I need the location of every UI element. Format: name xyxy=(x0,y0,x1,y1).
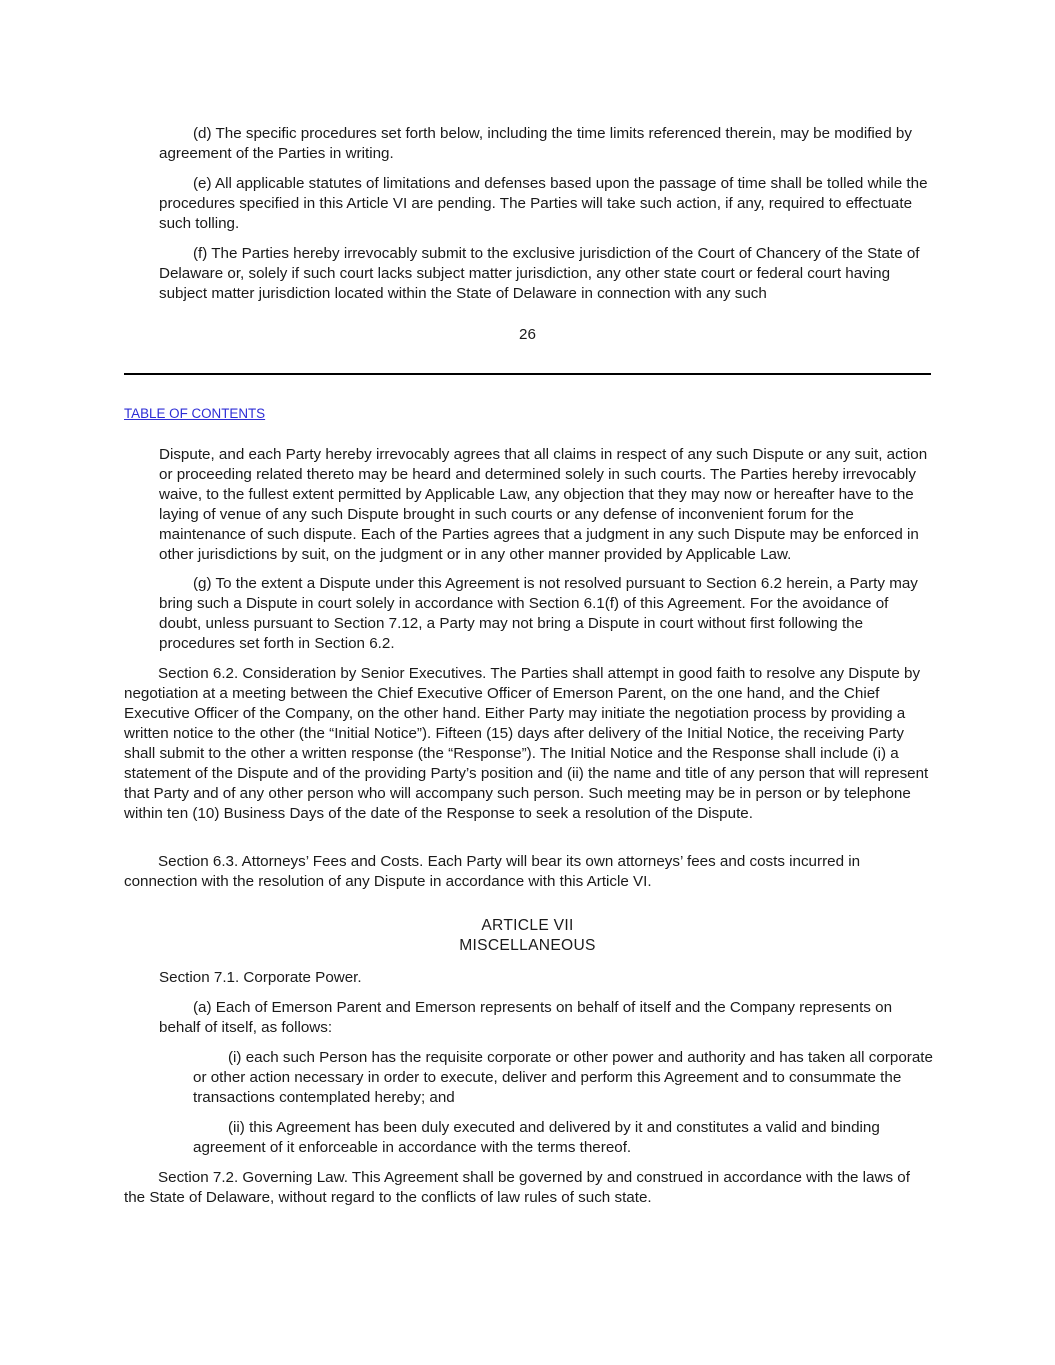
section-7-2: Section 7.2. Governing Law. This Agreement shall be governed by and construed in accordance with the laws of the State of Delaware, without regard to the conflicts of law rules of such state. xyxy=(124,1169,910,1206)
paragraph-d: (d) The specific procedures set forth below, including the time limits referenced therein, may be modified by agreement of the Parties in writing. xyxy=(159,125,912,162)
paragraph-f-continued: Dispute, and each Party hereby irrevocably agrees that all claims in respect of any such Dispute or any suit, action or proceeding related thereto may be heard and determined solely in such courts. The Parties hereby irrevocably waive, to the fullest extent permitted by Applicable Law, any objection that they may now or hereafter have to the laying of venue of any such Dispute brought in such courts or any defense of inconvenient forum for the maintenance of such dispute. Each of the Parties agrees that a judgment in any such Dispute may be enforced in other jurisdictions by suit, on the judgment or in any other manner provided by Applicable Law. xyxy=(159,446,928,563)
paragraph-g: (g) To the extent a Dispute under this Agreement is not resolved pursuant to Section 6.2 herein, a Party may bring such a Dispute in court solely in accordance with Section 6.1(f) of this Agreement. For the avoidance of doubt, unless pursuant to Section 7.12, a Party may not bring a Dispute in court without first following the procedures set forth in Section 6.2. xyxy=(159,575,918,652)
article-title: ARTICLE VII xyxy=(481,917,574,934)
paragraph-7-1-a-ii: (ii) this Agreement has been duly executed and delivered by it and constitutes a valid and binding agreement of it enforceable in accordance with the terms thereof. xyxy=(193,1119,880,1156)
paragraph-7-1-a-i: (i) each such Person has the requisite corporate or other power and authority and has taken all corporate or other action necessary in order to execute, deliver and perform this Agreement and to consummate the transactions contemplated hereby; and xyxy=(193,1049,933,1106)
section-6-2: Section 6.2. Consideration by Senior Executives. The Parties shall attempt in good faith to resolve any Dispute by negotiation at a meeting between the Chief Executive Officer of Emerson Parent, on the one hand, and the Chief Executive Officer of the Company, on the other hand. Either Party may initiate the negotiation process by providing a written notice to the other (the “Initial Notice”). Fifteen (15) days after delivery of the Initial Notice, the receiving Party shall submit to the other a written response (the “Response”). The Initial Notice and the Response shall include (i) a statement of the Dispute and of the providing Party’s position and (ii) the name and title of any person that will represent that Party and of any other person who will accompany such person. Such meeting may be in person or by telephone within ten (10) Business Days of the date of the Response to seek a resolution of the Dispute. xyxy=(124,665,929,822)
section-6-3: Section 6.3. Attorneys’ Fees and Costs. Each Party will bear its own attorneys’ fees and costs incurred in connection with the resolution of any Dispute in accordance with this Article VI. xyxy=(124,853,861,890)
page-number: 26 xyxy=(519,326,536,343)
table-of-contents-link[interactable]: TABLE OF CONTENTS xyxy=(124,406,266,421)
paragraph-f: (f) The Parties hereby irrevocably submit to the exclusive jurisdiction of the Court of Chancery of the State of Delaware or, solely if such court lacks subject matter jurisdiction, any other state court or federal court having subject matter jurisdiction located within the State of Delaware in connection with any such xyxy=(159,245,920,302)
paragraph-7-1-a: (a) Each of Emerson Parent and Emerson represents on behalf of itself and the Company represents on behalf of itself, as follows: xyxy=(159,999,893,1036)
section-7-1: Section 7.1. Corporate Power. xyxy=(159,969,362,986)
paragraph-e: (e) All applicable statutes of limitations and defenses based upon the passage of time shall be tolled while the procedures specified in this Article VI are pending. The Parties will take such action, if any, required to effectuate such tolling. xyxy=(159,175,928,232)
article-subtitle: MISCELLANEOUS xyxy=(459,937,596,954)
page-break-rule xyxy=(124,373,931,375)
